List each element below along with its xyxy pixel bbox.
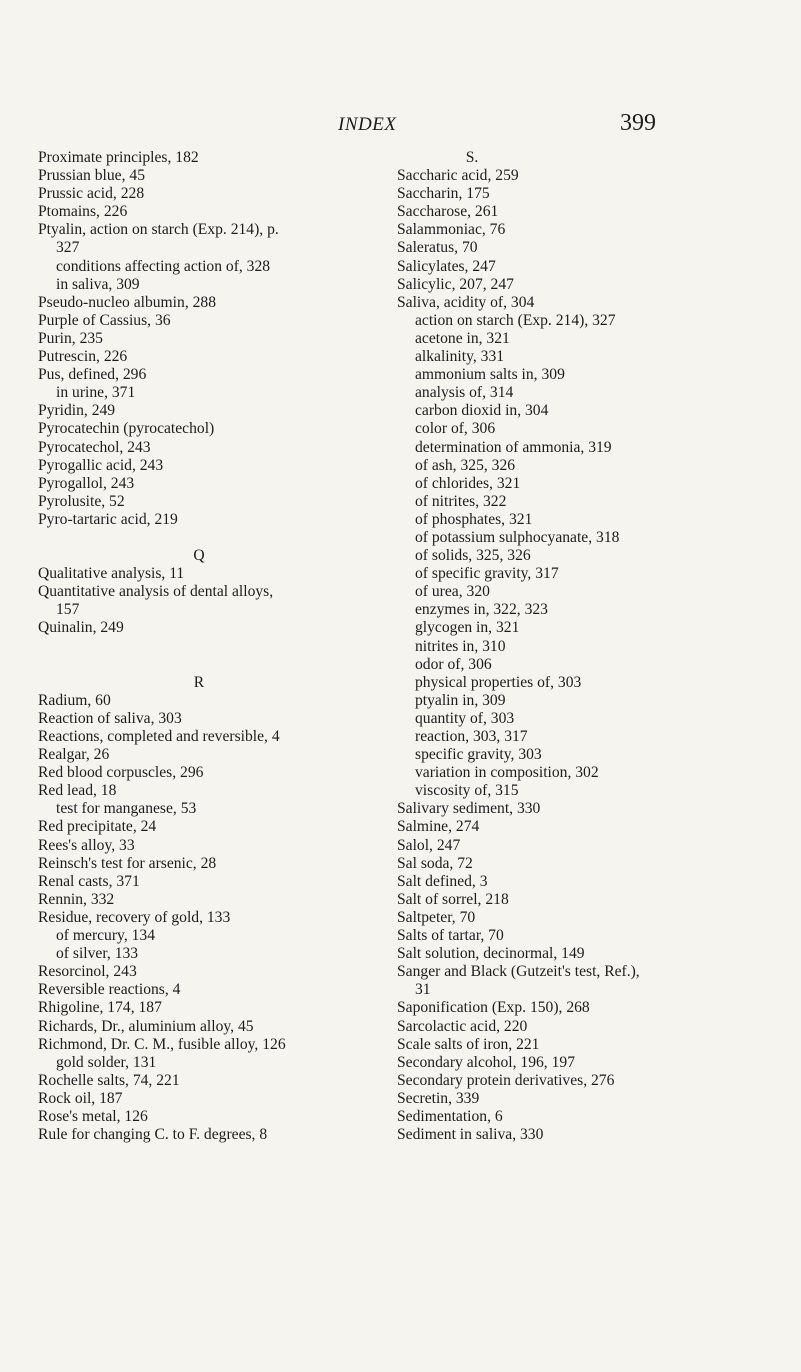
index-entry: Pus, defined, 296 bbox=[38, 366, 147, 384]
index-entry: Red lead, 18 bbox=[38, 782, 117, 800]
index-subentry: physical properties of, 303 bbox=[415, 673, 582, 691]
index-entry: Secretin, 339 bbox=[397, 1089, 480, 1107]
index-entry: Salt of sorrel, 218 bbox=[397, 890, 509, 908]
index-entry: Pyro-tartaric acid, 219 bbox=[38, 510, 178, 528]
index-entry: Pyrogallic acid, 243 bbox=[38, 456, 164, 474]
index-entry: Purple of Cassius, 36 bbox=[38, 311, 171, 329]
index-entry-continuation: 31 bbox=[415, 981, 431, 999]
index-subentry: determination of ammonia, 319 bbox=[415, 438, 612, 456]
index-entry: Pseudo-nucleo albumin, 288 bbox=[38, 293, 217, 311]
index-entry: Rule for changing C. to F. degrees, 8 bbox=[38, 1126, 268, 1144]
blank-line bbox=[38, 529, 390, 547]
index-entry: Secondary alcohol, 196, 197 bbox=[397, 1053, 575, 1071]
index-entry: Rochelle salts, 74, 221 bbox=[38, 1071, 180, 1089]
index-subentry: acetone in, 321 bbox=[415, 329, 510, 347]
index-entry: Realgar, 26 bbox=[38, 746, 110, 764]
index-entry: Saleratus, 70 bbox=[397, 239, 478, 257]
index-entry: Prussian blue, 45 bbox=[38, 167, 145, 185]
index-subentry: variation in composition, 302 bbox=[415, 764, 599, 782]
index-subentry: in urine, 371 bbox=[56, 384, 136, 402]
index-subentry: nitrites in, 310 bbox=[415, 637, 506, 655]
index-subentry: glycogen in, 321 bbox=[415, 619, 520, 637]
running-title: INDEX bbox=[338, 114, 397, 135]
index-subentry: color of, 306 bbox=[415, 420, 496, 438]
index-entry: Salol, 247 bbox=[397, 836, 461, 854]
index-entry: Salmine, 274 bbox=[397, 818, 480, 836]
index-entry: Rose's metal, 126 bbox=[38, 1107, 148, 1125]
index-entry: Pyrolusite, 52 bbox=[38, 492, 125, 510]
index-subentry: viscosity of, 315 bbox=[415, 782, 519, 800]
index-entry: Qualitative analysis, 11 bbox=[38, 565, 185, 583]
index-subentry: alkalinity, 331 bbox=[415, 348, 505, 366]
index-entry: Saltpeter, 70 bbox=[397, 908, 476, 926]
index-subentry: of nitrites, 322 bbox=[415, 492, 507, 510]
index-entry: Pyridin, 249 bbox=[38, 402, 116, 420]
index-entry: Quinalin, 249 bbox=[38, 619, 124, 637]
index-entry: Saponification (Exp. 150), 268 bbox=[397, 999, 590, 1017]
index-entry: Secondary protein derivatives, 276 bbox=[397, 1071, 615, 1089]
index-subentry: of phosphates, 321 bbox=[415, 510, 533, 528]
index-entry: Salt defined, 3 bbox=[397, 872, 488, 890]
index-entry: Richards, Dr., aluminium alloy, 45 bbox=[38, 1017, 254, 1035]
blank-line bbox=[38, 656, 390, 674]
index-entry: Renal casts, 371 bbox=[38, 872, 140, 890]
index-entry: Salicylic, 207, 247 bbox=[397, 275, 514, 293]
index-entry: Reactions, completed and reversible, 4 bbox=[38, 728, 280, 745]
index-entry: Richmond, Dr. C. M., fusible alloy, 126 bbox=[38, 1035, 286, 1053]
index-subentry: test for manganese, 53 bbox=[56, 800, 197, 818]
index-subentry: gold solder, 131 bbox=[56, 1053, 157, 1071]
index-subentry: specific gravity, 303 bbox=[415, 746, 542, 764]
index-entry: Ptyalin, action on starch (Exp. 214), p. bbox=[38, 221, 279, 239]
index-entry: Putrescin, 226 bbox=[38, 348, 128, 366]
index-entry: Salts of tartar, 70 bbox=[397, 927, 504, 945]
page-number: 399 bbox=[620, 110, 656, 136]
blank-line bbox=[38, 638, 390, 656]
index-entry: Salicylates, 247 bbox=[397, 257, 496, 275]
index-entry: Pyrogallol, 243 bbox=[38, 474, 135, 492]
index-entry: Purin, 235 bbox=[38, 329, 103, 347]
index-entry: Salivary sediment, 330 bbox=[397, 800, 541, 818]
index-entry: Pyrocatechol, 243 bbox=[38, 438, 151, 456]
index-entry: Sal soda, 72 bbox=[397, 854, 473, 872]
section-letter-heading: R bbox=[193, 673, 205, 691]
index-entry: Reaction of saliva, 303 bbox=[38, 709, 182, 727]
index-subentry: action on starch (Exp. 214), 327 bbox=[415, 311, 616, 329]
index-entry: Sedimentation, 6 bbox=[397, 1107, 503, 1125]
index-entry: Residue, recovery of gold, 133 bbox=[38, 908, 231, 926]
index-column-left bbox=[38, 149, 390, 1144]
index-subentry: of chlorides, 321 bbox=[415, 474, 521, 492]
section-letter-heading: S. bbox=[465, 149, 479, 166]
index-subentry: of ash, 325, 326 bbox=[415, 456, 516, 474]
index-entry: Red precipitate, 24 bbox=[38, 818, 157, 836]
index-subentry: of mercury, 134 bbox=[56, 927, 156, 945]
index-entry: Salammoniac, 76 bbox=[397, 221, 506, 239]
index-subentry: of solids, 325, 326 bbox=[415, 547, 531, 565]
index-entry: Radium, 60 bbox=[38, 691, 111, 709]
index-subentry: analysis of, 314 bbox=[415, 384, 514, 402]
index-subentry: odor of, 306 bbox=[415, 655, 492, 673]
section-letter-heading: Q bbox=[193, 547, 205, 565]
index-subentry: of specific gravity, 317 bbox=[415, 565, 559, 583]
index-entry: Rennin, 332 bbox=[38, 890, 115, 908]
index-entry: Prussic acid, 228 bbox=[38, 185, 145, 203]
index-entry: Pyrocatechin (pyrocatechol) bbox=[38, 420, 215, 438]
index-entry: Saccharic acid, 259 bbox=[397, 167, 519, 185]
index-subentry: reaction, 303, 317 bbox=[415, 728, 528, 745]
index-entry-continuation: 157 bbox=[56, 601, 80, 619]
index-entry: Sediment in saliva, 330 bbox=[397, 1126, 544, 1144]
index-subentry: quantity of, 303 bbox=[415, 709, 515, 727]
index-entry: Rees's alloy, 33 bbox=[38, 836, 135, 854]
index-subentry: in saliva, 309 bbox=[56, 275, 140, 293]
index-subentry: of potassium sulphocyanate, 318 bbox=[415, 528, 620, 546]
index-entry: Saccharin, 175 bbox=[397, 185, 490, 203]
index-subentry: of silver, 133 bbox=[56, 945, 139, 963]
index-subentry: enzymes in, 322, 323 bbox=[415, 601, 548, 619]
index-subentry: of urea, 320 bbox=[415, 583, 490, 601]
index-subentry: ptyalin in, 309 bbox=[415, 691, 506, 709]
index-subentry: conditions affecting action of, 328 bbox=[56, 257, 271, 275]
index-entry: Proximate principles, 182 bbox=[38, 149, 199, 166]
index-subentry: ammonium salts in, 309 bbox=[415, 366, 565, 384]
index-column-right bbox=[397, 149, 787, 1144]
index-entry: Rock oil, 187 bbox=[38, 1089, 123, 1107]
index-entry: Saliva, acidity of, 304 bbox=[397, 293, 535, 311]
index-entry: Salt solution, decinormal, 149 bbox=[397, 945, 585, 963]
index-entry: Sarcolactic acid, 220 bbox=[397, 1017, 528, 1035]
running-header bbox=[0, 106, 801, 146]
index-entry: Resorcinol, 243 bbox=[38, 963, 137, 981]
index-subentry: carbon dioxid in, 304 bbox=[415, 402, 549, 420]
index-entry: Sanger and Black (Gutzeit's test, Ref.), bbox=[397, 963, 640, 981]
index-entry: Rhigoline, 174, 187 bbox=[38, 999, 162, 1017]
index-entry: Saccharose, 261 bbox=[397, 203, 499, 221]
index-entry: Scale salts of iron, 221 bbox=[397, 1035, 540, 1053]
index-entry: Red blood corpuscles, 296 bbox=[38, 764, 204, 782]
index-entry: Reversible reactions, 4 bbox=[38, 981, 181, 999]
index-entry-continuation: 327 bbox=[56, 239, 80, 257]
index-entry: Ptomains, 226 bbox=[38, 203, 128, 221]
index-entry: Quantitative analysis of dental alloys, bbox=[38, 583, 274, 601]
index-entry: Reinsch's test for arsenic, 28 bbox=[38, 854, 217, 872]
